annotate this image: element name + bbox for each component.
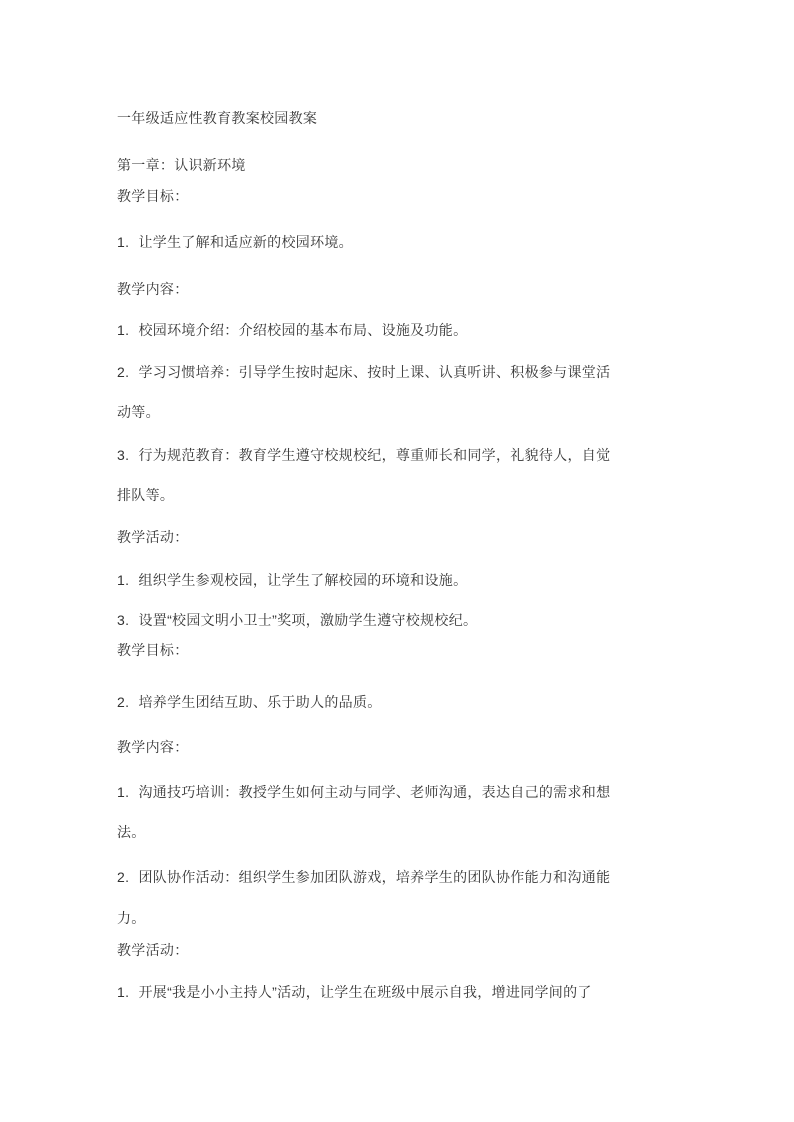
list-item-continuation: 排队等。	[117, 487, 175, 503]
list-item-continuation: 力。	[117, 910, 146, 926]
list-item: 1. 开展“我是小小主持人”活动，让学生在班级中展示自我，增进同学间的了	[117, 984, 592, 1000]
list-item: 1. 沟通技巧培训：教授学生如何主动与同学、老师沟通，表达自己的需求和想	[117, 784, 611, 800]
list-item: 1. 让学生了解和适应新的校园环境。	[117, 234, 353, 250]
document-title: 一年级适应性教育教案校园教案	[117, 110, 318, 126]
list-item: 1. 组织学生参观校园，让学生了解校园的环境和设施。	[117, 572, 468, 588]
label-teaching-objectives: 教学目标：	[117, 188, 189, 204]
label-teaching-objectives: 教学目标：	[117, 642, 189, 658]
label-teaching-content: 教学内容：	[117, 739, 189, 755]
chapter-heading: 第一章：认识新环境	[117, 157, 246, 173]
label-teaching-activities: 教学活动：	[117, 942, 189, 958]
list-item-continuation: 法。	[117, 824, 146, 840]
list-item: 2. 团队协作活动：组织学生参加团队游戏，培养学生的团队协作能力和沟通能	[117, 869, 611, 885]
list-item: 3. 设置“校园文明小卫士”奖项，激励学生遵守校规校纪。	[117, 612, 478, 628]
list-item: 3. 行为规范教育：教育学生遵守校规校纪，尊重师长和同学，礼貌待人，自觉	[117, 447, 611, 463]
list-item: 2. 学习习惯培养：引导学生按时起床、按时上课、认真听讲、积极参与课堂活	[117, 364, 611, 380]
list-item: 2. 培养学生团结互助、乐于助人的品质。	[117, 694, 382, 710]
label-teaching-activities: 教学活动：	[117, 529, 189, 545]
label-teaching-content: 教学内容：	[117, 281, 189, 297]
list-item-continuation: 动等。	[117, 404, 160, 420]
list-item: 1. 校园环境介绍：介绍校园的基本布局、设施及功能。	[117, 322, 468, 338]
